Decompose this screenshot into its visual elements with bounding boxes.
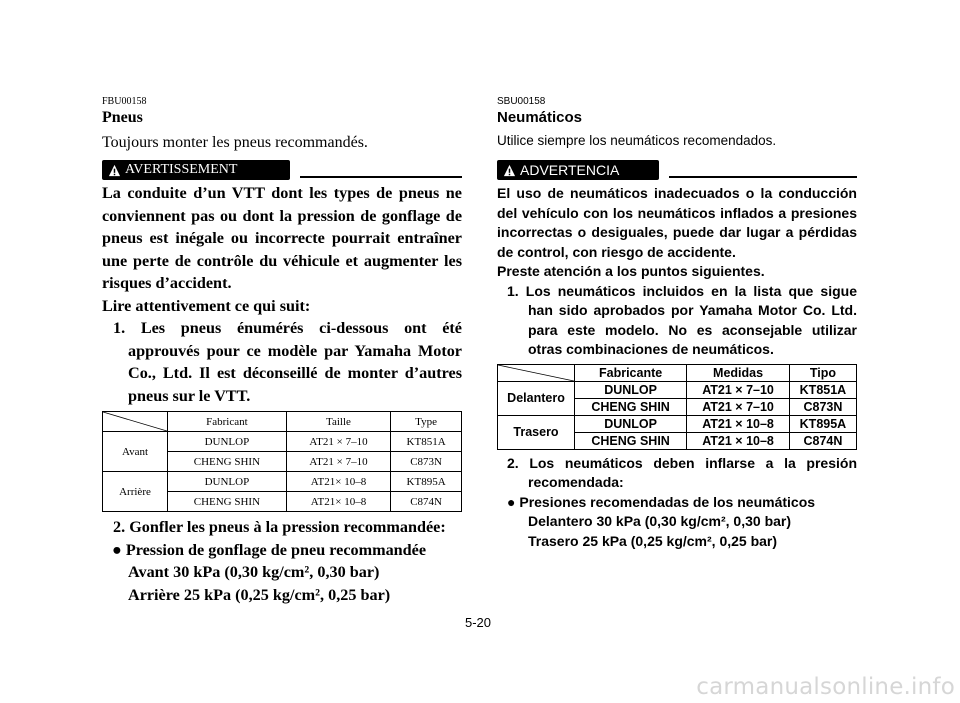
french-column (102, 96, 462, 606)
warning-header (102, 156, 462, 180)
warning-triangle-icon (108, 164, 121, 177)
warning-header (497, 156, 857, 180)
table-cell: DUNLOP (575, 381, 687, 398)
table-row (103, 472, 462, 492)
table-header: Fabricante (575, 364, 687, 381)
row-group-label: Arrière (103, 472, 168, 512)
front-pressure: Avant 30 kPa (0,30 kg/cm², 0,30 bar) (128, 563, 380, 581)
warning-rule (669, 176, 857, 178)
table-cell: DUNLOP (168, 472, 287, 492)
section-title: Pneus (102, 109, 143, 126)
table-corner (498, 364, 575, 381)
section-code: SBU00158 (497, 96, 546, 107)
read-instruction: Preste atención a los puntos siguientes. (497, 263, 765, 279)
table-cell: C874N (391, 492, 462, 512)
table-header: Fabricant (168, 412, 287, 432)
intro-text: Utilice siempre los neumáticos recomendados. (497, 133, 777, 148)
section-title: Neumáticos (497, 109, 583, 126)
table-corner (103, 412, 168, 432)
row-group-label: Avant (103, 432, 168, 472)
section-code: FBU00158 (102, 96, 147, 107)
table-cell: AT21 × 10–8 (687, 415, 790, 432)
warning-badge (102, 160, 290, 180)
table-cell: CHENG SHIN (168, 452, 287, 472)
row-group-label: Trasero (498, 415, 575, 449)
table-cell: KT895A (789, 415, 856, 432)
table-row (103, 432, 462, 452)
table-cell: AT21 × 7–10 (687, 381, 790, 398)
table-cell: KT851A (391, 432, 462, 452)
table-cell: AT21 × 7–10 (286, 452, 390, 472)
table-cell: DUNLOP (168, 432, 287, 452)
table-cell: AT21× 10–8 (286, 472, 390, 492)
table-cell: KT851A (789, 381, 856, 398)
table-cell: CHENG SHIN (168, 492, 287, 512)
table-cell: CHENG SHIN (575, 432, 687, 449)
warning-label: ADVERTENCIA (520, 162, 620, 178)
warning-text: El uso de neumáticos inadecuados o la conducción del vehículo con los neumáticos inflados a presiones incorrectas o desiguales, puede dar lugar a pérdidas de control, con riesgo de accidente. (497, 185, 857, 260)
table-cell: DUNLOP (575, 415, 687, 432)
tire-table (102, 411, 462, 512)
table-row (498, 381, 857, 398)
table-cell: AT21× 10–8 (286, 492, 390, 512)
table-cell: CHENG SHIN (575, 398, 687, 415)
table-cell: C874N (789, 432, 856, 449)
read-instruction: Lire attentivement ce qui suit: (102, 296, 311, 315)
warning-badge (497, 160, 659, 180)
front-pressure: Delantero 30 kPa (0,30 kg/cm², 0,30 bar) (528, 513, 792, 529)
watermark: carmanualsonline.info (696, 674, 955, 700)
warning-triangle-icon (503, 164, 516, 177)
table-cell: C873N (789, 398, 856, 415)
table-header: Taille (286, 412, 390, 432)
table-header: Tipo (789, 364, 856, 381)
rear-pressure: Trasero 25 kPa (0,25 kg/cm², 0,25 bar) (528, 532, 778, 549)
rear-pressure: Arrière 25 kPa (0,25 kg/cm², 0,25 bar) (128, 585, 391, 604)
warning-label: AVERTISSEMENT (125, 162, 238, 177)
table-cell: AT21 × 7–10 (286, 432, 390, 452)
warning-text: La conduite d’un VTT dont les types de pneus ne conviennent pas ou dont la pression de gonflage de pneus est inégale ou incorrecte pourrait entraîner une perte de contrôle du véhicule et augmenter les risques d’accident. (102, 184, 462, 292)
table-cell: AT21 × 10–8 (687, 432, 790, 449)
table-header: Type (391, 412, 462, 432)
bullet-item (497, 493, 857, 513)
table-header: Medidas (687, 364, 790, 381)
list-item-1: 1. Les pneus énumérés ci-dessous ont été approuvés pour ce modèle par Yamaha Motor Co., Ltd. Il est déconseillé de monter d’autres pneus sur le VTT. (113, 319, 462, 405)
table-cell: C873N (391, 452, 462, 472)
bullet-icon: ● (507, 493, 516, 510)
row-group-label: Delantero (498, 381, 575, 415)
warning-rule (300, 176, 462, 178)
tire-table (497, 364, 857, 450)
bullet-item (102, 539, 462, 562)
intro-text: Toujours monter les pneus recommandés. (102, 134, 368, 151)
table-row (498, 415, 857, 432)
bullet-text: Pression de gonflage de pneu recommandée (125, 540, 427, 559)
list-item-2: 2. Gonfler les pneus à la pression recommandée: (113, 518, 446, 536)
list-item-2: 2. Los neumáticos deben inflarse a la presión recomendada: (507, 454, 857, 490)
bullet-icon: ● (112, 540, 122, 559)
page-number: 5-20 (465, 615, 492, 630)
table-cell: AT21 × 7–10 (687, 398, 790, 415)
list-item-1: 1. Los neumáticos incluidos en la lista que sigue han sido aprobados por Yamaha Motor Co. Ltd. para este modelo. No es aconsejable utilizar otras combinaciones de neumáticos. (507, 282, 857, 357)
table-cell: KT895A (391, 472, 462, 492)
bullet-text: Presiones recomendadas de los neumáticos (519, 493, 816, 510)
spanish-column (497, 96, 857, 551)
